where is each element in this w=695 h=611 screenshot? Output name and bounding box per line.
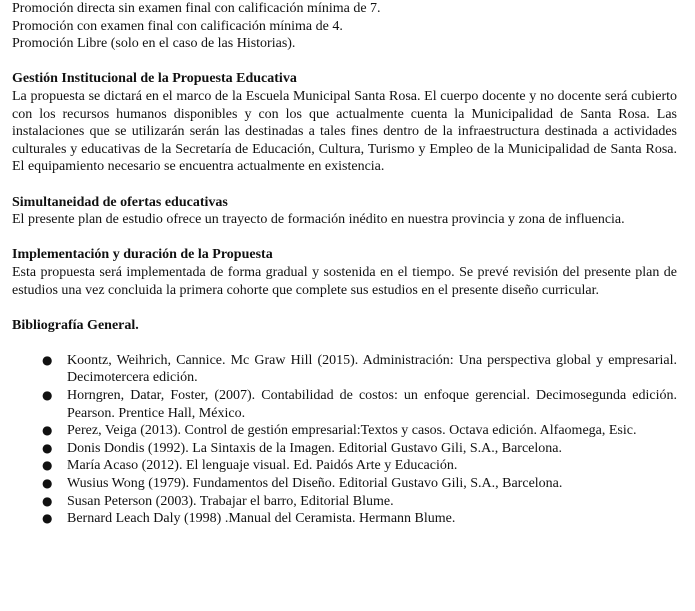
bullet-icon: ● bbox=[42, 476, 53, 491]
bibliography-item bbox=[12, 510, 677, 528]
section-heading: Gestión Institucional de la Propuesta Educativa bbox=[12, 71, 297, 87]
promotion-list bbox=[12, 0, 677, 53]
bibliography-item-text: Donis Dondis (1992). La Sintaxis de la Imagen. Editorial Gustavo Gili, S.A., Barcelona. bbox=[67, 440, 562, 456]
section-simultaneidad bbox=[12, 194, 677, 229]
promotion-line: Promoción con examen final con calificación mínima de 4. bbox=[12, 18, 343, 34]
bibliography-heading: Bibliografía General. bbox=[12, 317, 139, 333]
promotion-line: Promoción Libre (solo en el caso de las Historias). bbox=[12, 36, 296, 52]
bullet-icon: ● bbox=[42, 423, 53, 438]
bibliography-item-text: María Acaso (2012). El lenguaje visual. Ed. Paidós Arte y Educación. bbox=[67, 458, 458, 474]
bullet-icon: ● bbox=[42, 458, 53, 473]
section-gestion-institucional bbox=[12, 70, 677, 176]
bibliography-item-text: Wusius Wong (1979). Fundamentos del Diseño. Editorial Gustavo Gili, S.A., Barcelona. bbox=[67, 476, 563, 492]
bibliography-item bbox=[12, 493, 677, 511]
section-body: El presente plan de estudio ofrece un trayecto de formación inédito en nuestra provincia y zona de influencia. bbox=[12, 212, 625, 228]
bibliography-item bbox=[12, 440, 677, 458]
bibliography-item bbox=[12, 457, 677, 475]
bibliography-item-text: Perez, Veiga (2013). Control de gestión empresarial:Textos y casos. Octava edición. Alfaomega, Esic. bbox=[67, 423, 637, 439]
section-heading: Simultaneidad de ofertas educativas bbox=[12, 194, 228, 210]
bibliography-item bbox=[12, 387, 677, 422]
bullet-icon: ● bbox=[42, 388, 53, 403]
bibliography-item-text: Koontz, Weihrich, Cannice. Mc Graw Hill (2015). Administración: Una perspectiva global y empresarial. Decimotercera edición. bbox=[67, 352, 677, 386]
bibliography-item-text: Horngren, Datar, Foster, (2007). Contabilidad de costos: un enfoque gerencial. Decimosegunda edición. Pearson. Prentice Hall, México. bbox=[67, 388, 677, 421]
bibliography-item bbox=[12, 422, 677, 440]
bibliography-item bbox=[12, 352, 677, 387]
bibliography-item bbox=[12, 475, 677, 493]
bullet-icon: ● bbox=[42, 440, 53, 455]
bibliography-item-text: Susan Peterson (2003). Trabajar el barro, Editorial Blume. bbox=[67, 493, 394, 509]
section-implementacion bbox=[12, 246, 677, 299]
bullet-icon: ● bbox=[42, 352, 53, 367]
section-body: La propuesta se dictará en el marco de la Escuela Municipal Santa Rosa. El cuerpo docente y no docente será cubierto con los recursos humanos disponibles y con los que actualmente cuenta la Municipalidad de Santa Rosa. Las instalaciones que se utilizarán serán las destinadas a tales fines dentro de la infraestructura destinada a actividades culturales y educativas de la Secretaría de Educación, Cultura, Turismo y Empleo de la Municipalidad de Santa Rosa. El equipamiento necesario se encuentra actualmente en existencia. bbox=[12, 88, 677, 175]
section-body: Esta propuesta será implementada de forma gradual y sostenida en el tiempo. Se prevé revisión del presente plan de estudios una vez concluida la primera cohorte que complete sus estudios en el presente diseño curricular. bbox=[12, 264, 677, 298]
bullet-icon: ● bbox=[42, 493, 53, 508]
document-page bbox=[12, 0, 677, 528]
promotion-line: Promoción directa sin examen final con calificación mínima de 7. bbox=[12, 1, 381, 16]
bibliography-item-text: Bernard Leach Daly (1998) .Manual del Ceramista. Hermann Blume. bbox=[67, 511, 456, 527]
bullet-icon: ● bbox=[42, 511, 53, 526]
section-heading: Implementación y duración de la Propuesta bbox=[12, 247, 273, 263]
bibliography-list bbox=[12, 352, 677, 528]
